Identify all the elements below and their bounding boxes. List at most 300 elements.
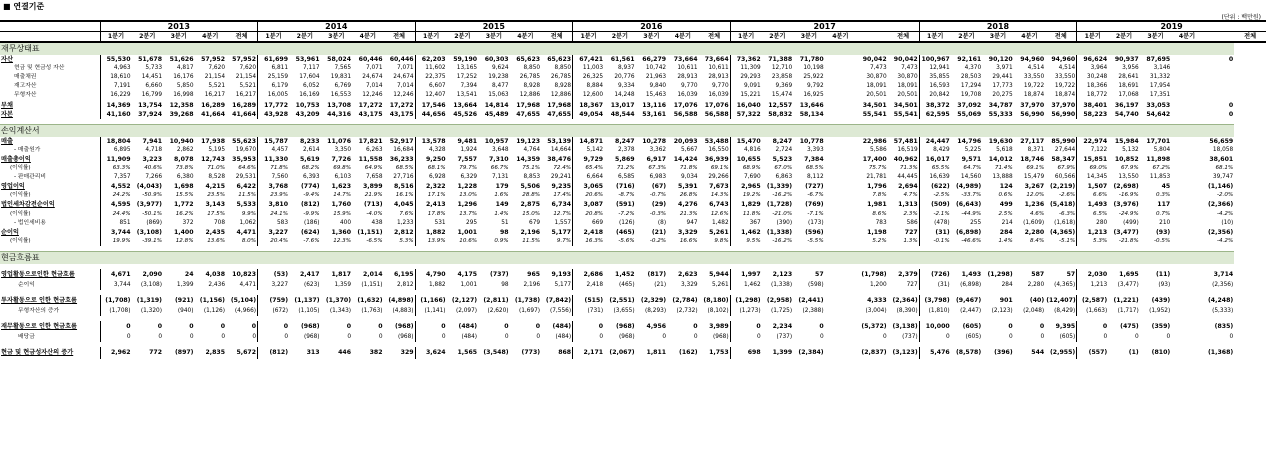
- table-row: [0, 146, 1266, 155]
- table-cell: [1171, 64, 1203, 73]
- table-cell: 13,664: [453, 101, 478, 109]
- table-cell: 25,922: [803, 74, 824, 81]
- table-cell: 69.0%: [1077, 164, 1109, 173]
- table-cell: 7,122: [1077, 146, 1109, 155]
- table-cell: 16,229: [100, 91, 132, 100]
- table-cell: 38,476: [547, 155, 572, 163]
- table-cell: 16,017: [919, 155, 951, 164]
- row-label: 배당금: [18, 334, 35, 341]
- table-cell: 669: [573, 219, 605, 228]
- table-cell: [825, 101, 857, 110]
- table-cell: 71.4%: [994, 165, 1013, 172]
- table-cell: 18,691: [1118, 83, 1139, 90]
- table-cell: 8,247: [615, 137, 635, 145]
- table-cell: 5,586: [870, 146, 887, 153]
- table-cell: 3,393: [807, 146, 824, 153]
- table-cell: 72.4%: [553, 165, 572, 172]
- table-cell: [825, 73, 857, 82]
- table-cell: 13,116: [642, 101, 667, 109]
- table-cell: 5,476: [919, 347, 951, 359]
- table-cell: 2,812: [396, 281, 414, 288]
- table-cell: (390): [776, 219, 793, 226]
- table-cell: 7,014: [365, 83, 383, 90]
- table-cell: 6,983: [649, 174, 667, 181]
- table-cell: 6,195: [394, 270, 414, 278]
- table-cell: 16,639: [919, 173, 951, 182]
- table-cell: 0: [730, 333, 762, 342]
- table-cell: 69.8%: [333, 165, 352, 172]
- table-cell: 7,658: [365, 174, 383, 181]
- table-cell: 19,722: [1054, 83, 1076, 90]
- table-cell: 5,533: [236, 201, 257, 209]
- table-cell: 13,888: [992, 174, 1013, 181]
- table-cell: [1171, 82, 1203, 91]
- row-label: 영업이익: [1, 183, 25, 191]
- table-cell: 8,928: [554, 83, 572, 90]
- table-cell: 54,740: [1114, 110, 1139, 118]
- table-cell: 0: [347, 334, 352, 341]
- table-cell: (1,368): [1207, 349, 1234, 357]
- table-cell: -7.2%: [618, 210, 635, 217]
- table-cell: 400: [339, 219, 352, 226]
- table-cell: 0: [1228, 110, 1234, 118]
- table-cell: 1,623: [331, 183, 352, 191]
- table-cell: [825, 269, 857, 281]
- table-cell: 0: [1077, 333, 1109, 342]
- table-cell: -5.5%: [807, 237, 824, 244]
- table-cell: [1171, 182, 1203, 191]
- table-cell: 0: [1229, 334, 1234, 341]
- table-cell: 60,446: [389, 56, 414, 64]
- table-cell: 5,850: [176, 83, 194, 90]
- table-cell: 5,523: [772, 155, 793, 163]
- table-cell: (1,156): [199, 296, 226, 304]
- table-cell: 0: [1166, 334, 1171, 341]
- quarter-header: 3분기: [982, 32, 1014, 43]
- table-cell: 44,316: [327, 110, 352, 118]
- table-cell: [825, 82, 857, 91]
- table-cell: 9,571: [961, 155, 982, 163]
- table-cell: 1,400: [173, 228, 194, 236]
- table-cell: 60,303: [484, 56, 509, 64]
- table-cell: (557): [1077, 347, 1109, 359]
- table-cell: -44.9%: [961, 210, 982, 217]
- table-row: [0, 321, 1266, 333]
- table-cell: (6,898): [960, 281, 982, 288]
- table-cell: 10,957: [484, 137, 509, 145]
- table-cell: (3,798): [919, 295, 951, 307]
- table-cell: 7,266: [145, 174, 163, 181]
- table-cell: 17,821: [358, 137, 383, 145]
- quarter-header: 전체: [699, 32, 731, 43]
- quarter-header: 3분기: [321, 32, 353, 43]
- table-cell: 16.2%: [175, 210, 194, 217]
- table-cell: (4,248): [1207, 296, 1234, 304]
- table-cell: 57,952: [201, 56, 226, 64]
- table-cell: (173): [808, 219, 824, 226]
- table-cell: 5,618: [996, 146, 1013, 153]
- table-cell: 5,667: [681, 146, 698, 153]
- table-cell: 7,384: [804, 155, 824, 163]
- quarter-header: 3분기: [793, 32, 825, 43]
- financial-table: [0, 20, 1266, 359]
- table-cell: 73.8%: [175, 165, 194, 172]
- table-cell: (2,698): [1113, 183, 1139, 191]
- table-cell: [825, 191, 857, 200]
- table-cell: (2,784): [672, 296, 698, 304]
- table-cell: 0: [1008, 323, 1013, 331]
- table-cell: 15,463: [645, 92, 667, 99]
- quarter-header: 4분기: [510, 32, 542, 43]
- table-cell: 12.3%: [333, 237, 352, 244]
- table-cell: 56,588: [673, 110, 698, 118]
- table-cell: 58,223: [1077, 110, 1109, 119]
- table-cell: 62,595: [919, 110, 951, 119]
- table-cell: 57: [815, 270, 824, 278]
- table-cell: (8,390): [896, 307, 918, 314]
- table-cell: 2,812: [394, 228, 414, 236]
- table-cell: 0: [819, 334, 824, 341]
- table-row: [0, 91, 1266, 100]
- table-cell: 0.7%: [1156, 210, 1171, 217]
- table-cell: (591): [616, 201, 635, 209]
- table-cell: (759): [258, 295, 290, 307]
- table-cell: 20.6%: [573, 191, 605, 200]
- table-cell: -0.1%: [919, 237, 951, 246]
- table-cell: 772: [149, 349, 163, 357]
- table-cell: 11,898: [1146, 155, 1171, 163]
- table-cell: (769): [805, 201, 824, 209]
- table-cell: 3,971: [996, 65, 1013, 72]
- table-cell: 29,441: [992, 74, 1013, 81]
- table-cell: 18,367: [573, 101, 605, 110]
- table-cell: 90,042: [893, 56, 918, 64]
- table-cell: 0: [1077, 321, 1109, 333]
- table-cell: 4,333: [867, 296, 887, 304]
- table-cell: 11,330: [258, 155, 290, 164]
- table-cell: 8,928: [523, 83, 541, 90]
- table-cell: 19,831: [330, 74, 352, 81]
- table-cell: 57: [1066, 270, 1076, 278]
- table-cell: 14,248: [614, 92, 635, 99]
- table-cell: 2,413: [415, 200, 447, 209]
- table-cell: 0: [189, 334, 194, 341]
- table-cell: 583: [258, 219, 290, 228]
- table-cell: 15.0%: [522, 210, 541, 217]
- table-cell: 10,823: [232, 270, 257, 278]
- table-cell: (126): [619, 219, 635, 226]
- quarter-header: 4분기: [352, 32, 384, 43]
- table-cell: 0: [504, 323, 509, 331]
- table-cell: [1234, 91, 1266, 100]
- table-cell: 2.3%: [903, 210, 918, 217]
- table-cell: 280: [1077, 219, 1109, 228]
- table-cell: (968): [713, 334, 729, 341]
- table-cell: 43,175: [358, 110, 383, 118]
- table-cell: 60,446: [358, 56, 383, 64]
- table-row: [0, 64, 1266, 73]
- table-cell: [1203, 91, 1235, 100]
- table-cell: 45: [1161, 183, 1171, 191]
- table-cell: 1,695: [1119, 270, 1139, 278]
- table-cell: 1,817: [331, 270, 352, 278]
- table-cell: 53,488: [704, 137, 729, 145]
- table-cell: 0: [693, 334, 698, 341]
- table-cell: 33,053: [1146, 101, 1171, 109]
- table-cell: 16,039: [708, 92, 729, 99]
- table-cell: 40.6%: [144, 165, 163, 172]
- table-cell: (3,655): [613, 307, 635, 314]
- table-cell: (1,151): [357, 228, 383, 236]
- table-cell: 0: [158, 334, 163, 341]
- table-cell: 9,395: [1055, 323, 1076, 331]
- table-cell: 16,799: [141, 92, 163, 99]
- row-label: 현금 및 현금성 자산: [14, 65, 65, 72]
- table-cell: (484): [458, 323, 478, 331]
- table-cell: 28,641: [1118, 74, 1139, 81]
- table-cell: 17,272: [358, 101, 383, 109]
- row-label: 투자활동으로 인한 현금흐름: [1, 296, 78, 304]
- table-cell: 16.1%: [395, 192, 414, 199]
- table-cell: 37,970: [1051, 101, 1076, 109]
- table-cell: 0: [1135, 334, 1139, 341]
- table-cell: 55,623: [232, 137, 257, 145]
- table-cell: 10,778: [799, 137, 824, 145]
- quarter-header: 2분기: [132, 32, 164, 43]
- table-cell: 21,963: [645, 74, 667, 81]
- table-cell: 13.7%: [459, 210, 478, 217]
- table-cell: 5,261: [709, 228, 729, 236]
- table-cell: (475): [1120, 323, 1139, 331]
- table-cell: 21.9%: [364, 192, 383, 199]
- table-cell: 41,664: [232, 110, 257, 118]
- table-cell: 7,117: [302, 65, 320, 72]
- table-cell: 18,874: [1054, 92, 1076, 99]
- table-cell: [825, 55, 857, 64]
- table-cell: (968): [395, 323, 414, 331]
- table-cell: 0: [189, 323, 194, 331]
- table-cell: 3,065: [573, 182, 605, 191]
- table-cell: 12,246: [393, 92, 414, 99]
- table-cell: 49,054: [573, 110, 605, 119]
- row-label: 재무활동으로 인한 현금흐름: [1, 323, 78, 331]
- table-row: [0, 269, 1266, 281]
- table-cell: (31): [919, 228, 951, 237]
- table-cell: 65.5%: [919, 164, 951, 173]
- table-cell: -16.2%: [772, 192, 793, 199]
- table-cell: -46.6%: [961, 237, 982, 244]
- table-cell: 6,917: [646, 155, 667, 163]
- table-cell: 20,093: [673, 137, 698, 145]
- quarter-header: 1분기: [573, 32, 605, 43]
- table-cell: 16,550: [708, 146, 729, 153]
- unit-label: (단위 : 백만원): [1221, 14, 1261, 21]
- table-cell: 7,473: [901, 65, 918, 72]
- table-cell: [825, 281, 857, 290]
- table-cell: 12.8%: [175, 237, 194, 244]
- table-cell: 53,961: [295, 56, 320, 64]
- table-cell: 5,177: [554, 281, 572, 288]
- table-cell: 0: [251, 323, 257, 331]
- table-cell: 1,001: [460, 281, 478, 288]
- table-cell: 13,165: [456, 65, 478, 72]
- table-cell: (5,104): [230, 296, 257, 304]
- table-cell: 5,804: [1153, 146, 1171, 153]
- table-cell: [1171, 146, 1203, 155]
- quarter-header: 4분기: [1171, 32, 1203, 43]
- quarter-header: 3분기: [1140, 32, 1172, 43]
- table-cell: (3,976): [1113, 201, 1139, 209]
- table-cell: 71.0%: [207, 165, 226, 172]
- table-cell: (465): [616, 228, 635, 236]
- table-cell: [1234, 321, 1266, 333]
- table-cell: 3,768: [258, 182, 290, 191]
- table-cell: 5,733: [145, 65, 163, 72]
- table-cell: 16,519: [897, 146, 918, 153]
- table-row: [0, 137, 1266, 146]
- table-cell: [1171, 73, 1203, 82]
- table-cell: 28,503: [960, 74, 982, 81]
- table-cell: 1,507: [1077, 182, 1109, 191]
- table-cell: 67.3%: [648, 165, 667, 172]
- table-cell: 965: [527, 270, 541, 278]
- table-row: [0, 228, 1266, 237]
- table-cell: 6,052: [302, 83, 320, 90]
- table-cell: 18,366: [1077, 82, 1109, 91]
- year-header: 2015: [415, 21, 573, 32]
- table-cell: (12,407): [1046, 296, 1076, 304]
- table-cell: 5,521: [208, 83, 226, 90]
- table-cell: 94,960: [1051, 56, 1076, 64]
- table-cell: -50.1%: [142, 210, 163, 217]
- table-cell: (1,738): [514, 296, 541, 304]
- table-cell: 28.8%: [522, 192, 541, 199]
- table-cell: (835): [1214, 323, 1234, 331]
- quarter-header: 4분기: [667, 32, 699, 43]
- table-cell: 4,514: [1058, 65, 1076, 72]
- table-cell: [1171, 333, 1203, 342]
- table-cell: 16.3%: [573, 237, 605, 246]
- table-cell: 0: [573, 321, 605, 333]
- table-cell: 68.1%: [1215, 165, 1234, 172]
- table-cell: (2,441): [798, 296, 824, 304]
- table-cell: 12,743: [201, 155, 226, 163]
- table-cell: 3,087: [573, 200, 605, 209]
- table-cell: 2,234: [772, 323, 793, 331]
- table-cell: 41,664: [201, 110, 226, 118]
- table-cell: 6,329: [460, 174, 478, 181]
- table-row: [0, 155, 1266, 164]
- table-cell: 1,493: [961, 270, 982, 278]
- table-cell: 1.6%: [494, 192, 509, 199]
- table-cell: [825, 173, 857, 182]
- table-cell: 3,227: [258, 281, 290, 290]
- table-cell: (484): [555, 334, 572, 341]
- table-cell: (439): [1151, 296, 1171, 304]
- table-cell: 8,884: [573, 82, 605, 91]
- table-cell: 0: [157, 323, 163, 331]
- table-cell: 45,489: [484, 110, 509, 118]
- table-cell: [1234, 347, 1266, 359]
- table-cell: 531: [415, 219, 447, 228]
- table-cell: 4,175: [457, 270, 478, 278]
- row-label: (이익률): [10, 237, 31, 244]
- table-cell: 7,620: [239, 65, 257, 72]
- table-cell: 13.0%: [459, 192, 478, 199]
- table-cell: 16,925: [803, 92, 824, 99]
- table-cell: 9.5%: [730, 237, 762, 246]
- table-cell: 30,870: [866, 74, 887, 81]
- table-cell: 90,937: [1114, 56, 1139, 64]
- table-cell: 6,664: [573, 173, 605, 182]
- table-cell: 1,296: [457, 201, 478, 209]
- table-cell: 36,233: [389, 155, 414, 163]
- table-cell: 0: [221, 334, 226, 341]
- table-cell: 19,708: [960, 92, 982, 99]
- table-cell: 9.7%: [556, 237, 572, 244]
- row-label: 영업활동으로인한 현금흐름: [1, 270, 75, 278]
- table-cell: 15,787: [258, 137, 290, 146]
- table-cell: 1,981: [867, 201, 887, 209]
- table-cell: 6,734: [551, 201, 572, 209]
- table-cell: 61,699: [258, 55, 290, 64]
- table-cell: 7,941: [142, 137, 163, 145]
- table-cell: 19.2%: [730, 191, 762, 200]
- table-cell: 27,644: [1054, 146, 1076, 153]
- table-cell: 0: [100, 321, 132, 333]
- table-cell: [825, 91, 857, 100]
- table-cell: 30,870: [897, 74, 918, 81]
- table-cell: 56,659: [1209, 137, 1234, 145]
- table-cell: 2,614: [302, 146, 320, 153]
- table-cell: 18,610: [100, 73, 132, 82]
- table-cell: 2,196: [520, 228, 541, 236]
- table-cell: (2,048): [1023, 307, 1045, 314]
- table-cell: 0: [536, 334, 541, 341]
- quarter-header: 2분기: [951, 32, 983, 43]
- table-cell: (484): [461, 334, 478, 341]
- table-cell: (1,697): [518, 307, 541, 314]
- table-cell: 4,215: [205, 183, 226, 191]
- table-cell: 4,671: [100, 269, 132, 281]
- table-cell: 3,227: [258, 228, 290, 237]
- table-cell: (968): [303, 334, 320, 341]
- row-label: 매출총이익: [1, 155, 31, 163]
- table-cell: 43,175: [389, 110, 414, 118]
- table-row: [0, 347, 1266, 359]
- table-cell: 16,289: [232, 101, 257, 109]
- table-cell: (940): [177, 307, 194, 314]
- table-cell: (3,138): [892, 323, 918, 331]
- table-cell: 17,400: [862, 155, 887, 163]
- table-cell: 0: [919, 333, 951, 342]
- table-cell: [1171, 321, 1203, 333]
- table-cell: 24.1%: [258, 210, 290, 219]
- table-cell: [1234, 64, 1266, 73]
- table-cell: 2,435: [205, 228, 226, 236]
- table-cell: 17.8%: [415, 210, 447, 219]
- table-cell: [825, 200, 857, 209]
- table-cell: (773): [521, 349, 541, 357]
- table-cell: 65,623: [516, 56, 541, 64]
- table-cell: 544: [1031, 349, 1045, 357]
- table-cell: 14,012: [988, 155, 1013, 163]
- table-cell: (1,151): [361, 281, 383, 288]
- table-cell: (812): [258, 347, 290, 359]
- table-cell: (93): [1155, 228, 1171, 236]
- table-cell: [1234, 173, 1266, 182]
- table-cell: [1171, 110, 1203, 119]
